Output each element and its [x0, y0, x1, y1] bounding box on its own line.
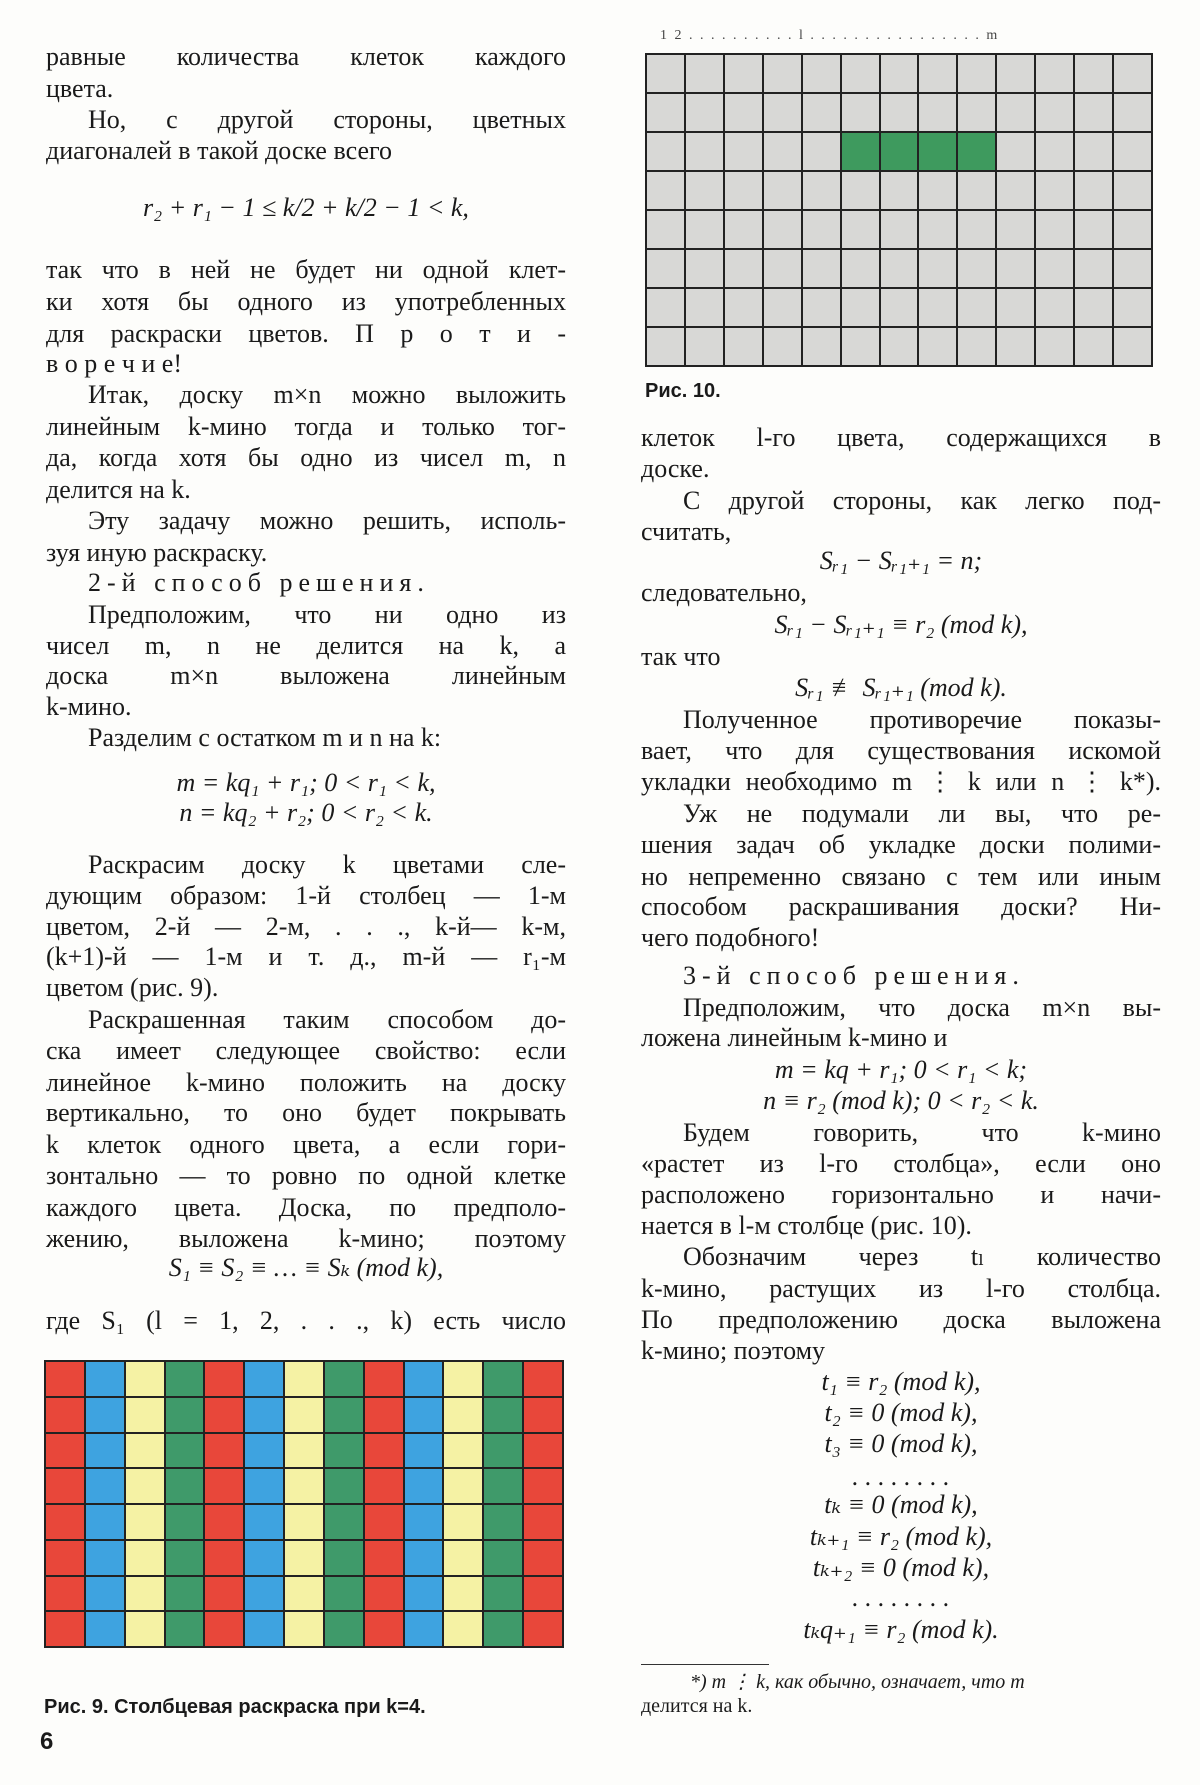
board-cell: [1036, 55, 1073, 92]
board-cell: [1036, 250, 1073, 287]
board-cell: [1075, 289, 1112, 326]
board-cell: [997, 172, 1034, 209]
board-cell: [166, 1398, 204, 1432]
text-line: Но, с другой стороны, цветных: [88, 104, 566, 134]
text-line: зонтально — то ровно по одной клетке: [46, 1161, 566, 1191]
board-cell: [245, 1612, 283, 1646]
formula-line: S₁ ≡ S₂ ≡ … ≡ Sₖ (mod k),: [168, 1253, 444, 1283]
board-cell: [919, 55, 956, 92]
board-cell: [919, 250, 956, 287]
board-cell: [958, 211, 995, 248]
board-cell: [285, 1505, 323, 1539]
text-line: Полученное противоречие показы-: [683, 704, 1161, 734]
board-cell: [325, 1541, 363, 1575]
board-cell: [764, 250, 801, 287]
board-cell: [205, 1505, 243, 1539]
text-line: так что: [641, 641, 721, 671]
board-cell: [46, 1434, 84, 1468]
board-cell: [166, 1505, 204, 1539]
board-cell: [842, 289, 879, 326]
text-line: расположено горизонтально и начи-: [641, 1180, 1161, 1210]
footnote-line-2: делится на k.: [641, 1695, 753, 1717]
board-cell: [958, 289, 995, 326]
board-cell: [46, 1612, 84, 1646]
text-line: Разделим с остатком m и n на k:: [88, 722, 442, 752]
board-cell: [325, 1434, 363, 1468]
text-line: линейное k-мино положить на доску: [46, 1067, 566, 1097]
board-cell: [126, 1541, 164, 1575]
board-cell: [405, 1434, 443, 1468]
board-cell: [365, 1577, 403, 1611]
board-cell: [245, 1434, 283, 1468]
text-line: для раскраски цветов. П р о т и -: [46, 318, 566, 348]
board-cell: [686, 211, 723, 248]
board-cell: [881, 250, 918, 287]
board-cell: [86, 1541, 124, 1575]
board-cell: [1036, 172, 1073, 209]
text-line: k-мино, растущих из l-го столбца.: [641, 1273, 1161, 1303]
text-line: диагоналей в такой доске всего: [46, 136, 393, 166]
board-cell: [46, 1469, 84, 1503]
board-cell: [86, 1398, 124, 1432]
board-cell: [725, 328, 762, 365]
board-cell: [958, 55, 995, 92]
board-cell: [881, 55, 918, 92]
board-cell: [1114, 172, 1151, 209]
board-cell: [958, 94, 995, 131]
board-cell: [524, 1505, 562, 1539]
board-cell: [803, 55, 840, 92]
text-line: нается в l-м столбце (рис. 10).: [641, 1211, 972, 1241]
board-cell: [126, 1577, 164, 1611]
board-cell: [686, 250, 723, 287]
board-cell: [725, 55, 762, 92]
text-line: вертикально, то оно будет покрывать: [46, 1098, 566, 1128]
board-cell: [524, 1469, 562, 1503]
board-cell: [1036, 289, 1073, 326]
formula-line: m = kq + r₁; 0 < r₁ < k;: [774, 1055, 1028, 1085]
board-cell: [803, 328, 840, 365]
text-line: k клеток одного цвета, а если гори-: [46, 1130, 566, 1160]
board-cell: [166, 1434, 204, 1468]
board-cell: [86, 1434, 124, 1468]
board-cell: [285, 1398, 323, 1432]
board-cell: [126, 1398, 164, 1432]
board-cell: [803, 133, 840, 170]
board-cell: [1075, 133, 1112, 170]
board-cell: [686, 172, 723, 209]
board-cell: [1075, 94, 1112, 131]
board-cell: [365, 1362, 403, 1396]
text-line: линейным k-мино тогда и только тог-: [46, 411, 566, 441]
board-cell: [484, 1577, 522, 1611]
text-line: клеток l-го цвета, содержащихся в: [641, 423, 1161, 453]
board-cell: [647, 55, 684, 92]
board-cell: [725, 133, 762, 170]
board-cell: [166, 1612, 204, 1646]
board-cell: [166, 1577, 204, 1611]
board-cell: [166, 1469, 204, 1503]
text-line: ки хотя бы одного из употребленных: [46, 286, 566, 316]
board-cell: [405, 1362, 443, 1396]
board-cell: [444, 1577, 482, 1611]
board-cell: [842, 328, 879, 365]
figure-9-board: [44, 1360, 564, 1648]
text-line: 2-й способ решения.: [88, 567, 430, 597]
board-cell: [958, 250, 995, 287]
board-cell: [205, 1469, 243, 1503]
footnote-divider: [641, 1664, 769, 1665]
board-cell: [725, 172, 762, 209]
formula-line: t₃ ≡ 0 (mod k),: [824, 1428, 978, 1458]
board-cell: [881, 289, 918, 326]
board-cell: [725, 211, 762, 248]
board-cell: [205, 1577, 243, 1611]
board-cell: [725, 94, 762, 131]
board-cell: [484, 1434, 522, 1468]
board-cell: [405, 1398, 443, 1432]
formula-line: tₖ₊₁ ≡ r₂ (mod k),: [809, 1521, 993, 1551]
board-cell: [365, 1434, 403, 1468]
board-cell: [764, 172, 801, 209]
text-line: Итак, доску m×n можно выложить: [88, 380, 566, 410]
board-cell: [484, 1505, 522, 1539]
formula-line: t₁ ≡ r₂ (mod k),: [821, 1367, 981, 1397]
board-cell: [764, 211, 801, 248]
board-cell: [325, 1505, 363, 1539]
board-cell: [484, 1362, 522, 1396]
board-cell: [842, 55, 879, 92]
board-cell: [803, 172, 840, 209]
text-line: k-мино; поэтому: [641, 1336, 826, 1366]
board-cell: [205, 1541, 243, 1575]
board-cell: [842, 172, 879, 209]
text-line: цветом, 2-й — 2-м, . . ., k-й— k-м,: [46, 911, 566, 941]
board-cell: [365, 1469, 403, 1503]
board-cell: [285, 1469, 323, 1503]
board-cell: [764, 133, 801, 170]
text-line: вает, что для существования искомой: [641, 736, 1161, 766]
board-cell: [1036, 211, 1073, 248]
board-cell: [764, 328, 801, 365]
text-line: Обозначим через tₗ количество: [683, 1241, 1161, 1271]
board-cell: [919, 172, 956, 209]
board-cell: [405, 1541, 443, 1575]
board-cell: [46, 1362, 84, 1396]
board-cell: [524, 1362, 562, 1396]
text-line: Предположим, что доска m×n вы-: [683, 992, 1161, 1022]
board-cell: [1075, 328, 1112, 365]
text-line: Раскрашенная таким способом до-: [88, 1005, 566, 1035]
footnote-line-1: *) m ⋮ k, как обычно, означает, что m: [690, 1671, 1025, 1693]
board-cell: [86, 1505, 124, 1539]
text-line: да, когда хотя бы одно из чисел m, n: [46, 442, 566, 472]
text-line: считать,: [641, 516, 732, 546]
board-cell: [444, 1469, 482, 1503]
board-cell: [647, 133, 684, 170]
board-cell: [803, 250, 840, 287]
board-cell: [126, 1505, 164, 1539]
board-cell: [997, 55, 1034, 92]
board-cell: [205, 1434, 243, 1468]
board-cell: [444, 1612, 482, 1646]
text-line: дующим образом: 1-й столбец — 1-м: [46, 880, 566, 910]
board-cell: [444, 1505, 482, 1539]
page-number: 6: [40, 1728, 54, 1755]
board-cell: [126, 1469, 164, 1503]
text-line: шения задач об укладке доски полими-: [641, 829, 1161, 859]
board-cell: [484, 1612, 522, 1646]
board-cell: [285, 1612, 323, 1646]
board-cell: [405, 1469, 443, 1503]
board-cell: [997, 250, 1034, 287]
board-cell: [647, 172, 684, 209]
board-cell: [842, 211, 879, 248]
board-cell: [1036, 133, 1073, 170]
board-cell: [686, 328, 723, 365]
board-cell: [1075, 250, 1112, 287]
board-cell: [647, 289, 684, 326]
board-cell: [919, 328, 956, 365]
text-line: (k+1)-й — 1-м и т. д., m-й — r₁-м: [46, 942, 566, 972]
board-cell: [484, 1541, 522, 1575]
board-cell: [1114, 94, 1151, 131]
board-cell: [365, 1398, 403, 1432]
text-line: доске.: [641, 454, 710, 484]
board-cell: [166, 1541, 204, 1575]
board-cell: [46, 1505, 84, 1539]
board-cell: [245, 1398, 283, 1432]
board-cell: [997, 289, 1034, 326]
board-cell: [325, 1398, 363, 1432]
text-line: доска m×n выложена линейным: [46, 661, 566, 691]
text-line: следовательно,: [641, 578, 807, 608]
board-cell: [245, 1541, 283, 1575]
board-cell: [919, 94, 956, 131]
board-cell: [725, 289, 762, 326]
board-cell: [166, 1362, 204, 1396]
board-cell: [919, 211, 956, 248]
board-cell: [245, 1469, 283, 1503]
board-cell: [46, 1577, 84, 1611]
text-line: укладки необходимо m ⋮ k или n ⋮ k*).: [641, 767, 1161, 797]
board-cell: [285, 1362, 323, 1396]
text-line: зуя иную раскраску.: [46, 538, 268, 568]
board-cell: [881, 172, 918, 209]
board-cell: [126, 1434, 164, 1468]
board-cell: [205, 1612, 243, 1646]
board-cell: [46, 1541, 84, 1575]
board-cell: [1075, 211, 1112, 248]
board-cell: [325, 1577, 363, 1611]
board-cell: [686, 94, 723, 131]
formula-line: t₂ ≡ 0 (mod k),: [824, 1397, 978, 1427]
text-line: Будем говорить, что k-мино: [683, 1117, 1161, 1147]
board-cell: [803, 289, 840, 326]
board-cell: [484, 1469, 522, 1503]
board-cell: [803, 94, 840, 131]
formula-line: m = kq₁ + r₁; 0 < r₁ < k,: [176, 768, 436, 798]
text-line: Эту задачу можно решить, исполь-: [88, 506, 566, 536]
text-line: k-мино.: [46, 692, 132, 721]
board-cell: [881, 328, 918, 365]
board-cell: [524, 1398, 562, 1432]
board-cell: [1114, 289, 1151, 326]
board-cell: [997, 133, 1034, 170]
text-line: По предположению доска выложена: [641, 1304, 1161, 1334]
text-line: 3-й способ решения.: [683, 960, 1025, 990]
board-cell: [126, 1362, 164, 1396]
board-cell: [647, 94, 684, 131]
board-cell: [126, 1612, 164, 1646]
fig10-column-ruler: 1 2 . . . . . . . . . . l . . . . . . . . . . . . . . . . m: [660, 28, 1000, 43]
board-cell: [1036, 94, 1073, 131]
figure-10-caption: Рис. 10.: [645, 380, 721, 402]
board-cell: [1114, 133, 1151, 170]
board-cell: [919, 289, 956, 326]
formula-line: tₖq₊₁ ≡ r₂ (mod k).: [803, 1615, 999, 1645]
board-cell: [686, 55, 723, 92]
board-cell: [1036, 328, 1073, 365]
board-cell: [46, 1398, 84, 1432]
board-cell: [764, 289, 801, 326]
board-cell: [647, 211, 684, 248]
board-cell: [725, 250, 762, 287]
board-cell: [86, 1577, 124, 1611]
formula-line: n = kq₂ + r₂; 0 < r₂ < k.: [179, 797, 433, 827]
formula-line: . . . . . . . .: [852, 1583, 950, 1613]
board-cell: [405, 1505, 443, 1539]
formula-line: n ≡ r₂ (mod k); 0 < r₂ < k.: [763, 1085, 1039, 1115]
text-line: делится на k.: [46, 474, 191, 504]
board-cell: [325, 1469, 363, 1503]
board-cell: [205, 1398, 243, 1432]
board-cell: [484, 1398, 522, 1432]
board-cell: [524, 1577, 562, 1611]
text-line: жению, выложена k-мино; поэтому: [46, 1223, 566, 1253]
board-cell: [245, 1577, 283, 1611]
board-cell: [686, 133, 723, 170]
board-cell: [1114, 328, 1151, 365]
board-cell: [919, 133, 956, 170]
formula-line: Sᵣ₁ − Sᵣ₁₊₁ ≡ r₂ (mod k),: [774, 610, 1028, 640]
board-cell: [524, 1541, 562, 1575]
figure-10-board: [645, 53, 1153, 367]
board-cell: [997, 328, 1034, 365]
board-cell: [997, 94, 1034, 131]
text-line: цветом (рис. 9).: [46, 973, 219, 1003]
board-cell: [686, 289, 723, 326]
text-line: где S₁ (l = 1, 2, . . ., k) есть число: [46, 1305, 566, 1335]
text-line: равные количества клеток каждого: [46, 41, 566, 71]
board-cell: [881, 211, 918, 248]
board-cell: [365, 1505, 403, 1539]
board-cell: [842, 133, 879, 170]
board-cell: [524, 1612, 562, 1646]
board-cell: [1075, 55, 1112, 92]
board-cell: [444, 1398, 482, 1432]
board-cell: [958, 172, 995, 209]
board-cell: [842, 94, 879, 131]
board-cell: [524, 1434, 562, 1468]
board-cell: [245, 1362, 283, 1396]
board-cell: [86, 1362, 124, 1396]
board-cell: [1114, 250, 1151, 287]
text-line: ска имеет следующее свойство: если: [46, 1035, 566, 1065]
board-cell: [325, 1362, 363, 1396]
formula-line: tₖ ≡ 0 (mod k),: [824, 1490, 978, 1520]
board-cell: [405, 1577, 443, 1611]
figure-9-caption: Рис. 9. Столбцевая раскраска при k=4.: [44, 1696, 426, 1718]
board-cell: [1114, 211, 1151, 248]
text-line: в о р е ч и е!: [46, 349, 183, 379]
board-cell: [86, 1612, 124, 1646]
board-cell: [444, 1434, 482, 1468]
text-line: каждого цвета. Доска, по предполо-: [46, 1192, 566, 1222]
board-cell: [444, 1362, 482, 1396]
text-line: чисел m, n не делится на k, а: [46, 630, 566, 660]
text-line: С другой стороны, как легко под-: [683, 485, 1161, 515]
formula-line: Sᵣ₁ ≢ Sᵣ₁₊₁ (mod k).: [795, 672, 1007, 702]
text-line: Раскрасим доску k цветами сле-: [88, 850, 566, 880]
board-cell: [285, 1541, 323, 1575]
board-cell: [764, 55, 801, 92]
board-cell: [205, 1362, 243, 1396]
board-cell: [365, 1612, 403, 1646]
board-cell: [647, 250, 684, 287]
board-cell: [958, 133, 995, 170]
formula-line: . . . . . . . .: [852, 1461, 950, 1491]
board-cell: [803, 211, 840, 248]
text-line: Предположим, что ни одно из: [88, 599, 566, 629]
formula-line: r₂ + r₁ − 1 ≤ k/2 + k/2 − 1 < k,: [143, 193, 469, 223]
board-cell: [764, 94, 801, 131]
board-cell: [285, 1434, 323, 1468]
board-cell: [285, 1577, 323, 1611]
board-cell: [881, 94, 918, 131]
board-cell: [1114, 55, 1151, 92]
text-line: Уж не подумали ли вы, что ре-: [683, 799, 1161, 829]
text-line: способом раскрашивания доски? Ни-: [641, 892, 1161, 922]
board-cell: [1075, 172, 1112, 209]
board-cell: [997, 211, 1034, 248]
board-cell: [444, 1541, 482, 1575]
text-line: чего подобного!: [641, 923, 820, 953]
board-cell: [325, 1612, 363, 1646]
board-cell: [881, 133, 918, 170]
board-cell: [958, 328, 995, 365]
text-line: так что в ней не будет ни одной клет-: [46, 254, 566, 284]
board-cell: [405, 1612, 443, 1646]
text-line: цвета.: [46, 73, 114, 103]
formula-line: tₖ₊₂ ≡ 0 (mod k),: [812, 1552, 990, 1582]
board-cell: [365, 1541, 403, 1575]
board-cell: [245, 1505, 283, 1539]
text-line: ложена линейным k-мино и: [641, 1023, 948, 1053]
board-cell: [86, 1469, 124, 1503]
text-line: но непременно связано с тем или иным: [641, 861, 1161, 891]
board-cell: [647, 328, 684, 365]
board-cell: [842, 250, 879, 287]
formula-line: Sᵣ₁ − Sᵣ₁₊₁ = n;: [819, 546, 983, 576]
text-line: «растет из l-го столбца», если оно: [641, 1148, 1161, 1178]
